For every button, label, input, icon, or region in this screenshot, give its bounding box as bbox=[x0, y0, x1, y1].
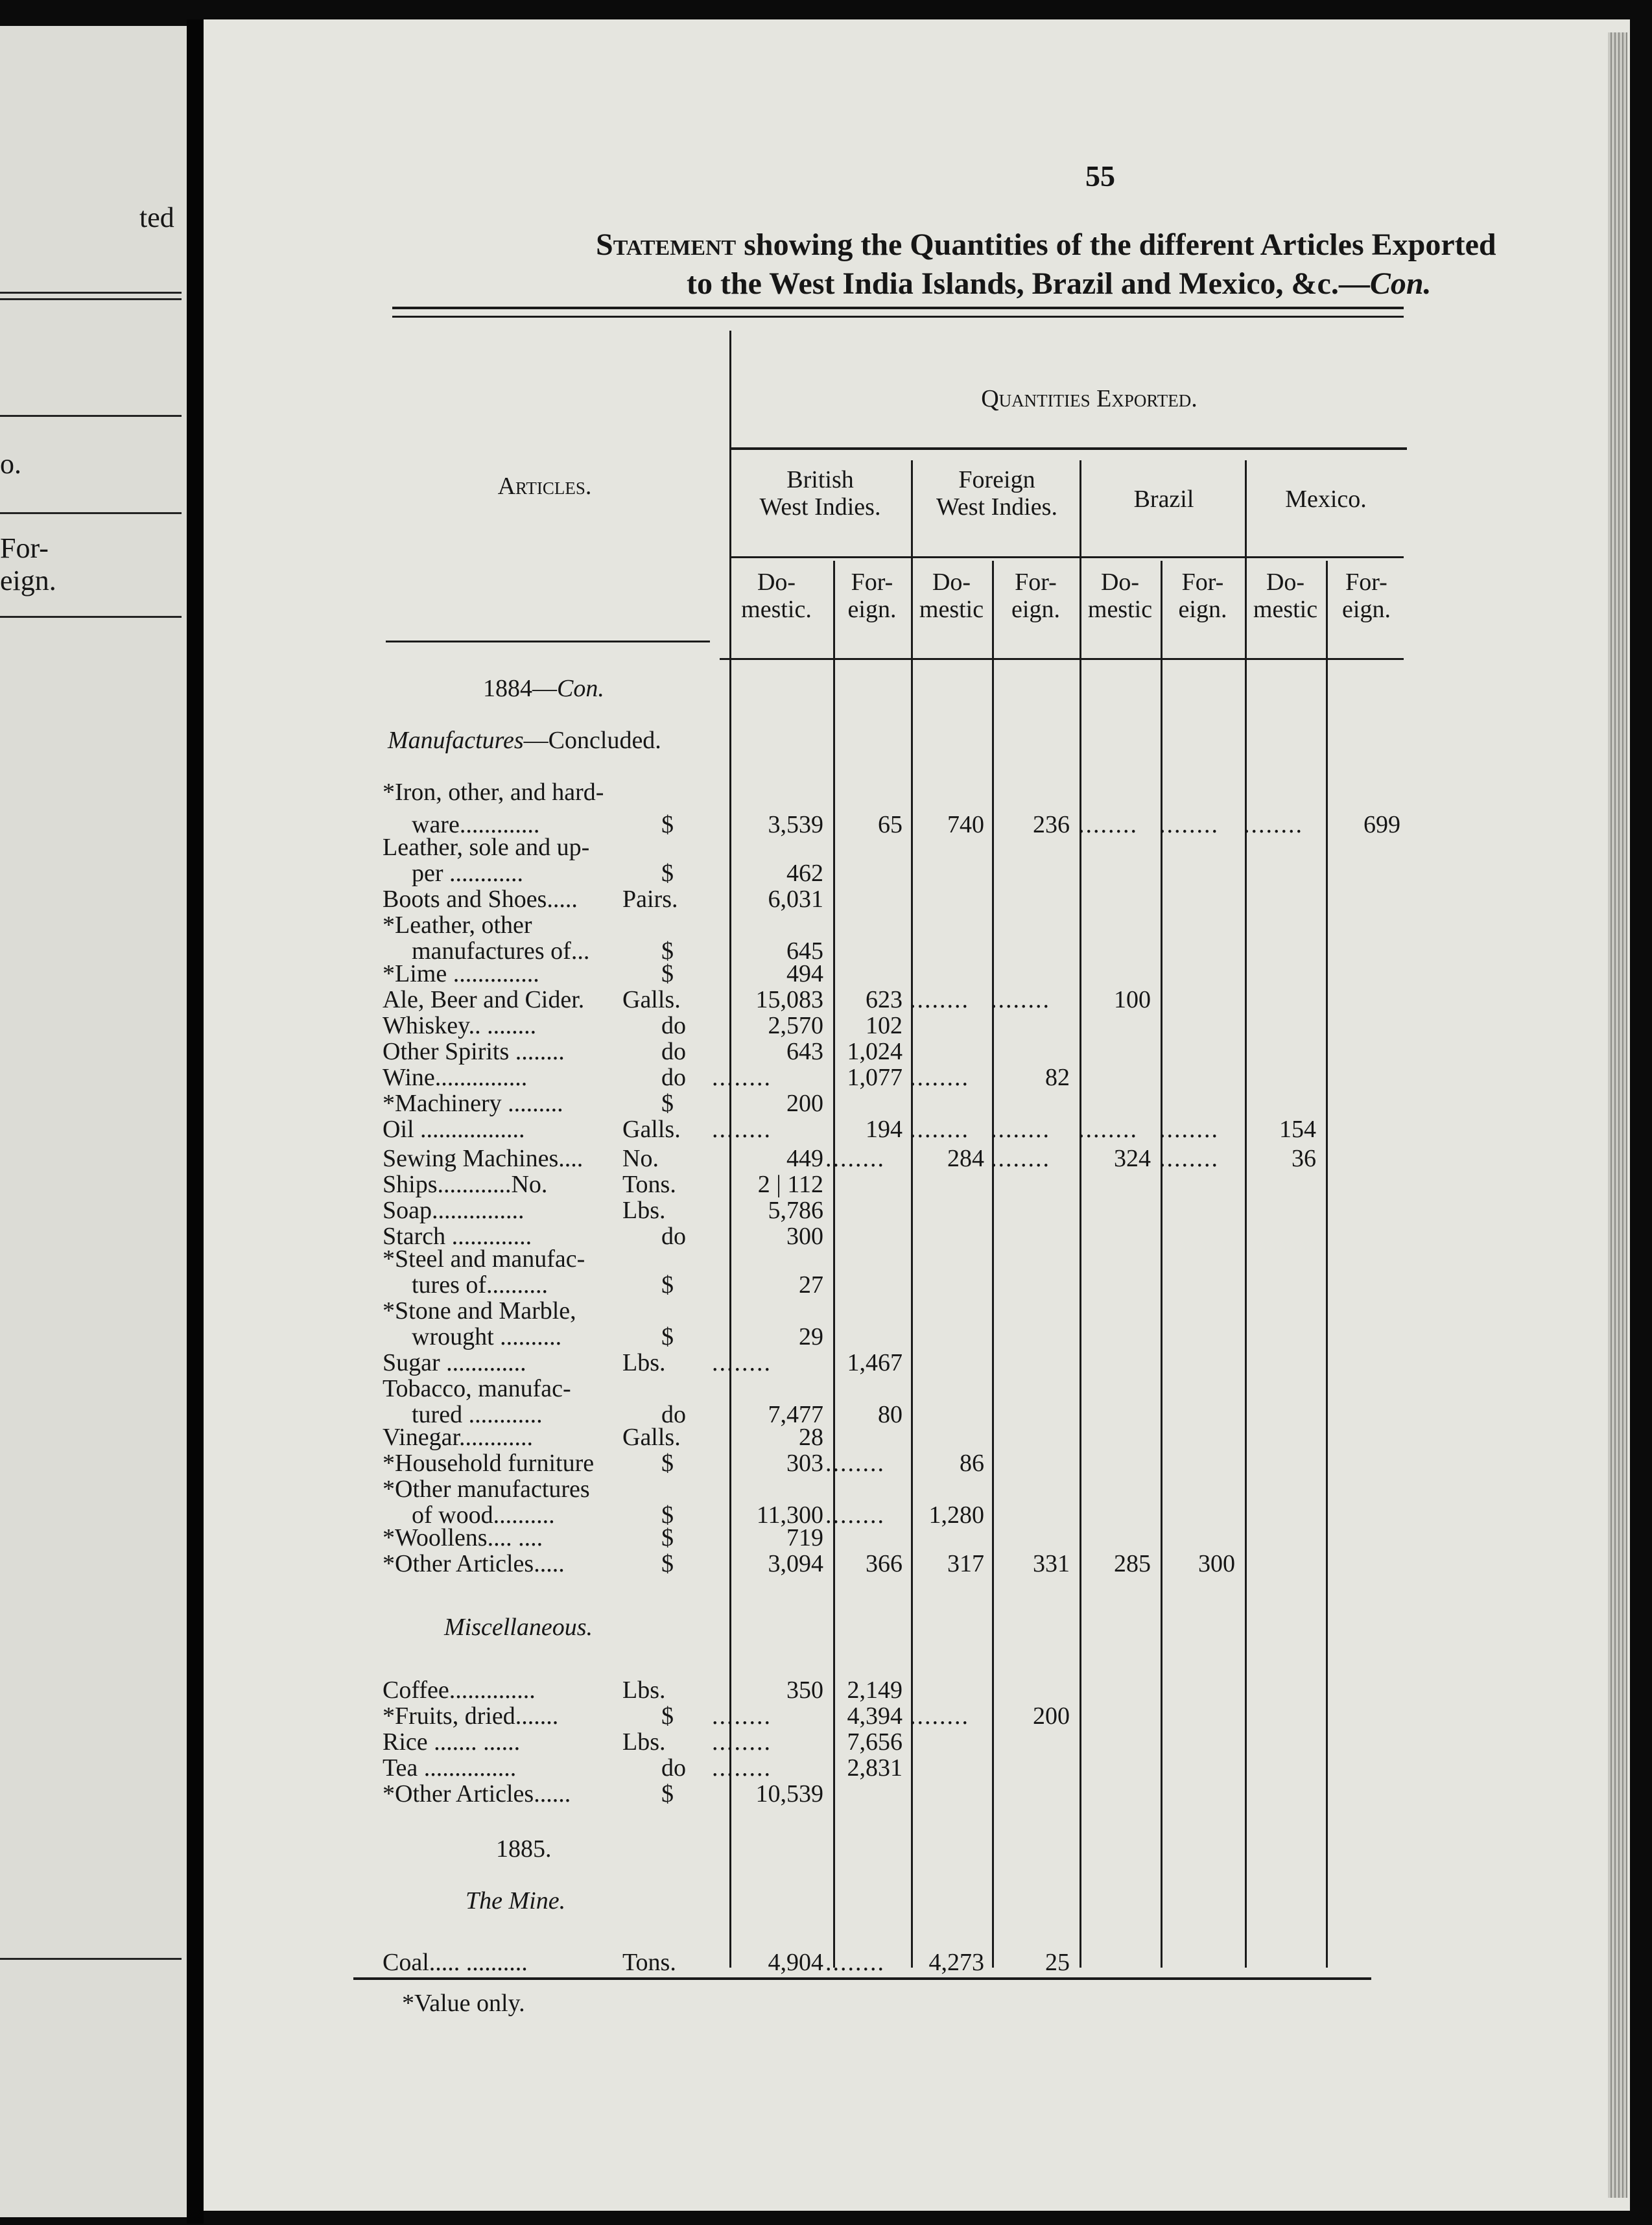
row-label: per ............ bbox=[412, 860, 524, 887]
row-leader-dots: ........ bbox=[991, 986, 1050, 1013]
row-leader-dots: ........ bbox=[910, 1702, 969, 1730]
row-unit: $ bbox=[661, 1702, 674, 1730]
row-unit: do bbox=[661, 1064, 686, 1091]
left-page-fragment: ted bbox=[139, 202, 174, 233]
left-page-edge bbox=[0, 26, 188, 2217]
row-value: 6,031 bbox=[768, 886, 823, 913]
column-header-6-line2: eign. bbox=[1178, 596, 1227, 623]
row-leader-dots: ........ bbox=[1078, 1116, 1138, 1143]
row-value: 2 | 112 bbox=[757, 1171, 823, 1198]
row-unit: $ bbox=[661, 1271, 674, 1299]
row-label: tured ............ bbox=[412, 1401, 543, 1428]
left-page-fragment: For- bbox=[0, 532, 49, 564]
region-header-2: Foreign bbox=[958, 466, 1035, 493]
section-miscellaneous: Miscellaneous. bbox=[444, 1614, 593, 1641]
row-value: 2,149 bbox=[847, 1677, 903, 1704]
column-header-1: Do- bbox=[757, 569, 796, 596]
row-value: 100 bbox=[1114, 986, 1151, 1013]
column-header-8: For- bbox=[1345, 569, 1387, 596]
row-leader-dots: ........ bbox=[1159, 811, 1219, 838]
row-label: wrought .......... bbox=[412, 1323, 562, 1350]
row-unit: $ bbox=[661, 1501, 674, 1529]
left-page-rule bbox=[0, 292, 182, 294]
row-leader-dots: ........ bbox=[712, 1064, 772, 1091]
section-the-mine: The Mine. bbox=[466, 1887, 566, 1914]
quantities-rule bbox=[729, 447, 1407, 450]
row-label: Sugar ............. bbox=[383, 1349, 526, 1376]
row-value: 200 bbox=[786, 1090, 823, 1117]
row-leader-dots: ........ bbox=[712, 1702, 772, 1730]
section-1885: 1885. bbox=[496, 1835, 552, 1863]
row-value: 643 bbox=[786, 1038, 823, 1065]
row-unit: $ bbox=[661, 860, 674, 887]
row-value: 4,394 bbox=[847, 1702, 903, 1730]
row-value: 449 bbox=[786, 1145, 823, 1172]
row-label: *Other manufactures bbox=[383, 1476, 590, 1503]
row-label: Oil ................. bbox=[383, 1116, 525, 1143]
title-line-2 bbox=[687, 266, 1432, 301]
title-con: Con. bbox=[1369, 266, 1432, 301]
row-value: 300 bbox=[786, 1223, 823, 1250]
row-unit: do bbox=[661, 1401, 686, 1428]
column-header-4-line2: eign. bbox=[1011, 596, 1060, 623]
row-leader-dots: ........ bbox=[712, 1754, 772, 1782]
row-unit: Lbs. bbox=[622, 1677, 666, 1704]
row-value: 645 bbox=[786, 937, 823, 965]
column-header-6: For- bbox=[1181, 569, 1224, 596]
row-value: 303 bbox=[786, 1450, 823, 1477]
row-label: Ships............No. bbox=[383, 1171, 548, 1198]
row-value: 102 bbox=[866, 1012, 903, 1039]
row-value: 699 bbox=[1363, 811, 1400, 838]
section-1884 bbox=[483, 674, 604, 703]
document-page bbox=[204, 19, 1630, 2211]
row-label: Coffee.............. bbox=[383, 1677, 536, 1704]
header-bottom-rule bbox=[720, 658, 1404, 660]
column-header-1-line2: mestic. bbox=[741, 596, 812, 623]
row-unit: do bbox=[661, 1754, 686, 1782]
region-rule bbox=[729, 556, 1404, 558]
row-value: 1,467 bbox=[847, 1349, 903, 1376]
column-header-2-line2: eign. bbox=[847, 596, 897, 623]
row-unit: do bbox=[661, 1038, 686, 1065]
row-unit: Galls. bbox=[622, 986, 681, 1013]
left-page-rule bbox=[0, 298, 182, 300]
page-stack-edges bbox=[1608, 32, 1627, 2198]
row-leader-dots: ........ bbox=[910, 1116, 969, 1143]
row-leader-dots: ........ bbox=[1244, 811, 1303, 838]
row-leader-dots: ........ bbox=[991, 1116, 1050, 1143]
region-header-2-line2: West Indies. bbox=[936, 493, 1057, 521]
row-value: 10,539 bbox=[755, 1780, 823, 1807]
left-page-rule bbox=[0, 1958, 182, 1960]
row-unit: $ bbox=[661, 811, 674, 838]
row-label: *Lime .............. bbox=[383, 960, 539, 987]
region-header-1: British bbox=[786, 466, 854, 493]
title-line1-rest: showing the Quantities of the different Articles Exported bbox=[736, 228, 1496, 262]
left-page-rule bbox=[0, 616, 182, 618]
title-line2-main: to the West India Islands, Brazil and Mexico, &c.— bbox=[687, 266, 1370, 301]
row-value: 300 bbox=[1198, 1550, 1235, 1577]
row-value: 331 bbox=[1033, 1550, 1070, 1577]
row-unit: Tons. bbox=[622, 1949, 676, 1976]
row-label: *Iron, other, and hard- bbox=[383, 779, 604, 806]
row-unit: do bbox=[661, 1223, 686, 1250]
row-label: *Fruits, dried....... bbox=[383, 1702, 559, 1730]
row-leader-dots: ........ bbox=[1159, 1145, 1219, 1172]
row-label: *Stone and Marble, bbox=[383, 1297, 576, 1324]
row-leader-dots: ........ bbox=[712, 1349, 772, 1376]
row-value: 7,477 bbox=[768, 1401, 823, 1428]
row-value: 80 bbox=[878, 1401, 903, 1428]
column-rule bbox=[992, 561, 994, 1968]
row-label: Boots and Shoes..... bbox=[383, 886, 578, 913]
row-label: *Steel and manufac- bbox=[383, 1245, 585, 1273]
row-label: *Other Articles...... bbox=[383, 1780, 571, 1807]
row-label: *Household furniture bbox=[383, 1450, 595, 1477]
row-unit: Galls. bbox=[622, 1424, 681, 1451]
column-rule bbox=[1245, 460, 1247, 1968]
row-value: 236 bbox=[1033, 811, 1070, 838]
row-value: 1,280 bbox=[928, 1501, 984, 1529]
row-value: 3,094 bbox=[768, 1550, 823, 1577]
row-value: 11,300 bbox=[756, 1501, 823, 1529]
row-value: 154 bbox=[1279, 1116, 1316, 1143]
row-value: 25 bbox=[1045, 1949, 1070, 1976]
row-label: *Leather, other bbox=[383, 912, 532, 939]
row-value: 350 bbox=[786, 1677, 823, 1704]
row-value: 2,831 bbox=[847, 1754, 903, 1782]
row-label: Sewing Machines.... bbox=[383, 1145, 584, 1172]
title-line-1 bbox=[596, 227, 1496, 263]
row-value: 740 bbox=[947, 811, 984, 838]
column-header-3: Do- bbox=[932, 569, 971, 596]
row-label: Coal..... .......... bbox=[383, 1949, 528, 1976]
row-leader-dots: ........ bbox=[712, 1116, 772, 1143]
section-manufactures-name: Manufactures bbox=[388, 727, 524, 754]
row-label: Leather, sole and up- bbox=[383, 834, 590, 861]
column-header-5: Do- bbox=[1100, 569, 1140, 596]
row-value: 4,273 bbox=[928, 1949, 984, 1976]
row-unit: $ bbox=[661, 1323, 674, 1350]
row-value: 4,904 bbox=[768, 1949, 823, 1976]
row-value: 1,077 bbox=[847, 1064, 903, 1091]
left-page-rule bbox=[0, 415, 182, 417]
row-value: 86 bbox=[960, 1450, 984, 1477]
column-header-7: Do- bbox=[1266, 569, 1305, 596]
row-unit: Tons. bbox=[622, 1171, 676, 1198]
row-unit: Lbs. bbox=[622, 1349, 666, 1376]
row-label: Other Spirits ........ bbox=[383, 1038, 565, 1065]
row-value: 15,083 bbox=[755, 986, 823, 1013]
row-value: 324 bbox=[1114, 1145, 1151, 1172]
row-value: 200 bbox=[1033, 1702, 1070, 1730]
row-leader-dots: ........ bbox=[910, 1064, 969, 1091]
row-value: 284 bbox=[947, 1145, 984, 1172]
row-unit: $ bbox=[661, 960, 674, 987]
left-page-fragment: o. bbox=[0, 448, 21, 480]
row-label: *Woollens.... .... bbox=[383, 1524, 543, 1551]
column-header-5-line2: mestic bbox=[1087, 596, 1153, 623]
quantities-exported-header: Quantities Exported. bbox=[981, 385, 1198, 412]
row-value: 82 bbox=[1045, 1064, 1070, 1091]
row-unit: do bbox=[661, 1012, 686, 1039]
column-header-7-line2: mestic bbox=[1253, 596, 1318, 623]
section-1884-year: 1884— bbox=[483, 675, 557, 702]
row-label: Wine............... bbox=[383, 1064, 528, 1091]
title-double-rule bbox=[392, 316, 1404, 318]
row-label: Soap............... bbox=[383, 1197, 525, 1224]
row-value: 494 bbox=[786, 960, 823, 987]
section-manufactures bbox=[388, 726, 661, 755]
column-header-8-line2: eign. bbox=[1342, 596, 1391, 623]
row-label: Starch ............. bbox=[383, 1223, 532, 1250]
row-leader-dots: ........ bbox=[1078, 811, 1138, 838]
row-leader-dots: ........ bbox=[712, 1728, 772, 1756]
row-unit: $ bbox=[661, 937, 674, 965]
region-header-4: Mexico. bbox=[1285, 486, 1367, 513]
left-page-rule bbox=[0, 512, 182, 514]
column-rule bbox=[1326, 561, 1328, 1968]
row-value: 317 bbox=[947, 1550, 984, 1577]
row-label: Whiskey.. ........ bbox=[383, 1012, 537, 1039]
row-label: Vinegar............ bbox=[383, 1424, 534, 1451]
book-gutter bbox=[187, 19, 204, 2224]
row-label: Tobacco, manufac- bbox=[383, 1375, 571, 1402]
row-leader-dots: ........ bbox=[825, 1450, 885, 1477]
row-leader-dots: ........ bbox=[1159, 1116, 1219, 1143]
row-label: Ale, Beer and Cider. bbox=[383, 986, 585, 1013]
footnote: *Value only. bbox=[402, 1990, 525, 2017]
row-leader-dots: ........ bbox=[825, 1501, 885, 1529]
table-bottom-rule bbox=[353, 1977, 1371, 1980]
row-value: 462 bbox=[786, 860, 823, 887]
row-value: 1,024 bbox=[847, 1038, 903, 1065]
row-unit: $ bbox=[661, 1550, 674, 1577]
row-unit: Pairs. bbox=[622, 886, 678, 913]
row-unit: $ bbox=[661, 1524, 674, 1551]
column-header-4: For- bbox=[1015, 569, 1057, 596]
column-rule bbox=[1080, 460, 1081, 1968]
row-unit: Galls. bbox=[622, 1116, 681, 1143]
row-value: 3,539 bbox=[768, 811, 823, 838]
row-label: *Machinery ......... bbox=[383, 1090, 563, 1117]
articles-header: Articles. bbox=[497, 473, 592, 500]
column-header-2: For- bbox=[851, 569, 893, 596]
column-rule bbox=[911, 460, 913, 1968]
column-header-3-line2: mestic bbox=[919, 596, 984, 623]
region-header-3: Brazil bbox=[1133, 486, 1194, 513]
row-unit: Lbs. bbox=[622, 1728, 666, 1756]
left-page-fragment: eign. bbox=[0, 565, 56, 596]
row-label: tures of.......... bbox=[412, 1271, 549, 1299]
row-value: 29 bbox=[799, 1323, 823, 1350]
row-leader-dots: ........ bbox=[825, 1145, 885, 1172]
title-lead: Statement bbox=[596, 228, 737, 262]
row-label: manufactures of... bbox=[412, 937, 590, 965]
row-value: 719 bbox=[786, 1524, 823, 1551]
section-1884-con: Con. bbox=[557, 675, 604, 702]
page-number: 55 bbox=[1085, 159, 1115, 193]
row-value: 366 bbox=[866, 1550, 903, 1577]
column-rule bbox=[1161, 561, 1162, 1968]
row-unit: $ bbox=[661, 1780, 674, 1807]
header-bottom-rule bbox=[386, 641, 710, 642]
row-label: ware............. bbox=[412, 811, 540, 838]
region-header-1-line2: West Indies. bbox=[759, 493, 881, 521]
row-value: 194 bbox=[866, 1116, 903, 1143]
row-label: *Other Articles..... bbox=[383, 1550, 565, 1577]
row-value: 36 bbox=[1292, 1145, 1316, 1172]
section-manufactures-rest: —Concluded. bbox=[523, 727, 661, 754]
row-unit: $ bbox=[661, 1090, 674, 1117]
row-value: 65 bbox=[878, 811, 903, 838]
row-leader-dots: ........ bbox=[991, 1145, 1050, 1172]
row-unit: No. bbox=[622, 1145, 659, 1172]
row-unit: $ bbox=[661, 1450, 674, 1477]
row-leader-dots: ........ bbox=[910, 986, 969, 1013]
title-double-rule bbox=[392, 307, 1404, 309]
row-value: 5,786 bbox=[768, 1197, 823, 1224]
row-value: 285 bbox=[1114, 1550, 1151, 1577]
row-value: 7,656 bbox=[847, 1728, 903, 1756]
row-leader-dots: ........ bbox=[825, 1949, 885, 1976]
row-value: 623 bbox=[866, 986, 903, 1013]
row-value: 28 bbox=[799, 1424, 823, 1451]
row-label: Tea ............... bbox=[383, 1754, 517, 1782]
row-value: 27 bbox=[799, 1271, 823, 1299]
row-label: Rice ....... ...... bbox=[383, 1728, 521, 1756]
row-value: 2,570 bbox=[768, 1012, 823, 1039]
row-label: of wood.......... bbox=[412, 1501, 555, 1529]
row-unit: Lbs. bbox=[622, 1197, 666, 1224]
